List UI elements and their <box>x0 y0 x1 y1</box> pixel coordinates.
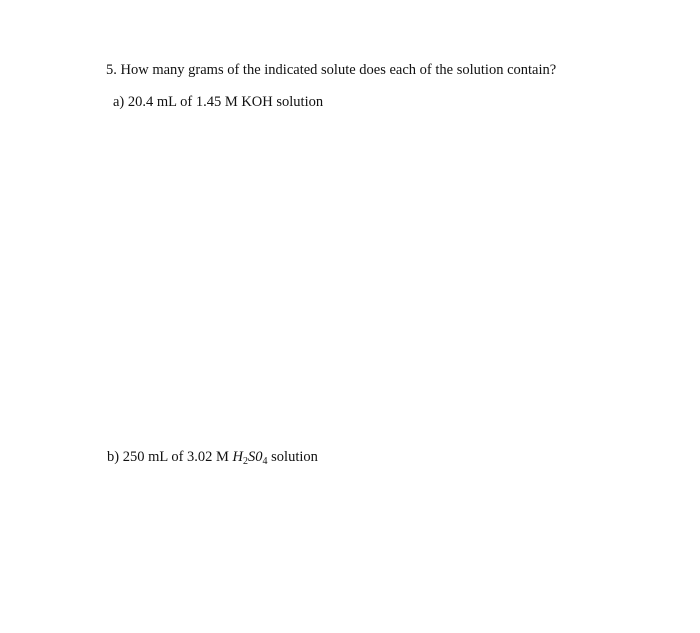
question-number: 5. <box>106 62 117 78</box>
part-b-suffix: solution <box>271 449 318 465</box>
sulfuric-acid-formula <box>233 449 268 465</box>
formula-subscript-2: 2 <box>243 456 249 467</box>
part-b <box>107 448 318 471</box>
formula-element-so: S0 <box>248 449 263 465</box>
part-a <box>113 93 323 111</box>
part-b-prefix: 250 mL of 3.02 M <box>122 449 229 465</box>
part-b-label: b) <box>107 449 120 465</box>
question-text: How many grams of the indicated solute does each of the solution contain? <box>120 62 557 78</box>
part-a-label: a) <box>113 94 125 110</box>
part-a-text: 20.4 mL of 1.45 M KOH solution <box>127 94 324 110</box>
question-heading <box>106 61 556 79</box>
formula-element-h: H <box>232 449 244 465</box>
formula-subscript-4: 4 <box>262 456 268 467</box>
